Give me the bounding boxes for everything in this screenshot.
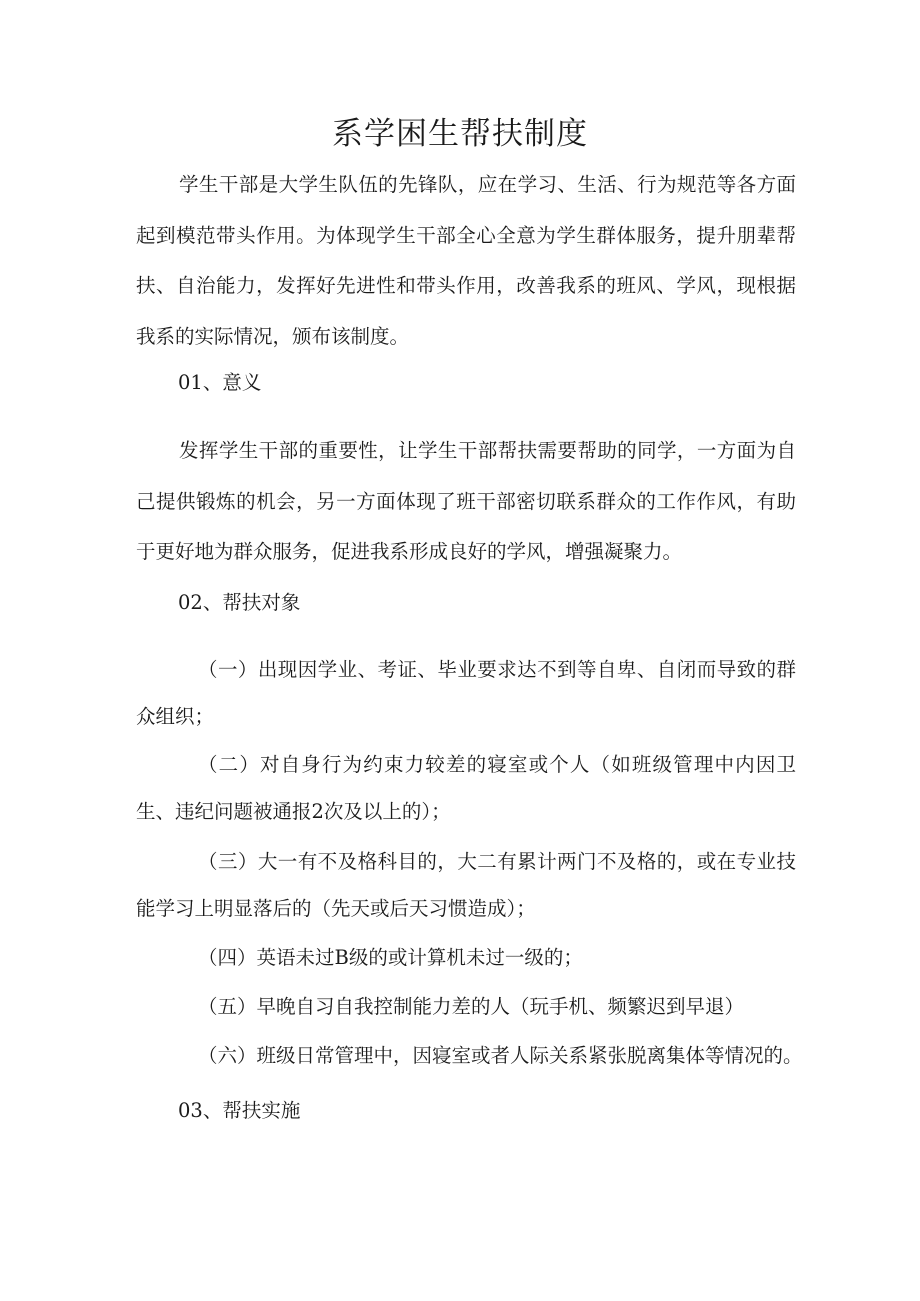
target-item-4: （四）英语未过B级的或计算机未过一级的；	[198, 946, 583, 969]
section-heading-targets: 02、帮扶对象	[178, 591, 301, 614]
target-item-6: （六）班级日常管理中，因寝室或者人际关系紧张脱离集体等情况的。	[198, 1044, 803, 1067]
document-title: 系学困生帮扶制度	[332, 116, 588, 152]
target-item-5: （五）早晚自习自我控制能力差的人（玩手机、频繁迟到早退）	[198, 995, 745, 1018]
target-item-3: （三）大一有不及格科目的，大二有累计两门不及格的，或在专业技能学习上明显落后的（先天或后天习惯造成）；	[136, 850, 796, 920]
section-heading-implementation: 03、帮扶实施	[178, 1099, 301, 1122]
section-body-meaning: 发挥学生干部的重要性，让学生干部帮扶需要帮助的同学，一方面为自己提供锻炼的机会，另一方面体现了班干部密切联系群众的工作作风，有助于更好地为群众服务，促进我系形成良好的学风，增强凝聚力。	[136, 439, 796, 563]
target-item-1: （一）出现因学业、考证、毕业要求达不到等自卑、自闭而导致的群众组织；	[136, 658, 796, 728]
intro-paragraph: 学生干部是大学生队伍的先锋队，应在学习、生活、行为规范等各方面起到模范带头作用。为体现学生干部全心全意为学生群体服务，提升朋辈帮扶、自治能力，发挥好先进性和带头作用，改善我系的班风、学风，现根据我系的实际情况，颁布该制度。	[136, 173, 796, 348]
target-item-2: （二）对自身行为约束力较差的寝室或个人（如班级管理中内因卫生、违纪问题被通报2次及以上的）；	[136, 753, 796, 823]
section-heading-meaning: 01、意义	[178, 371, 262, 394]
